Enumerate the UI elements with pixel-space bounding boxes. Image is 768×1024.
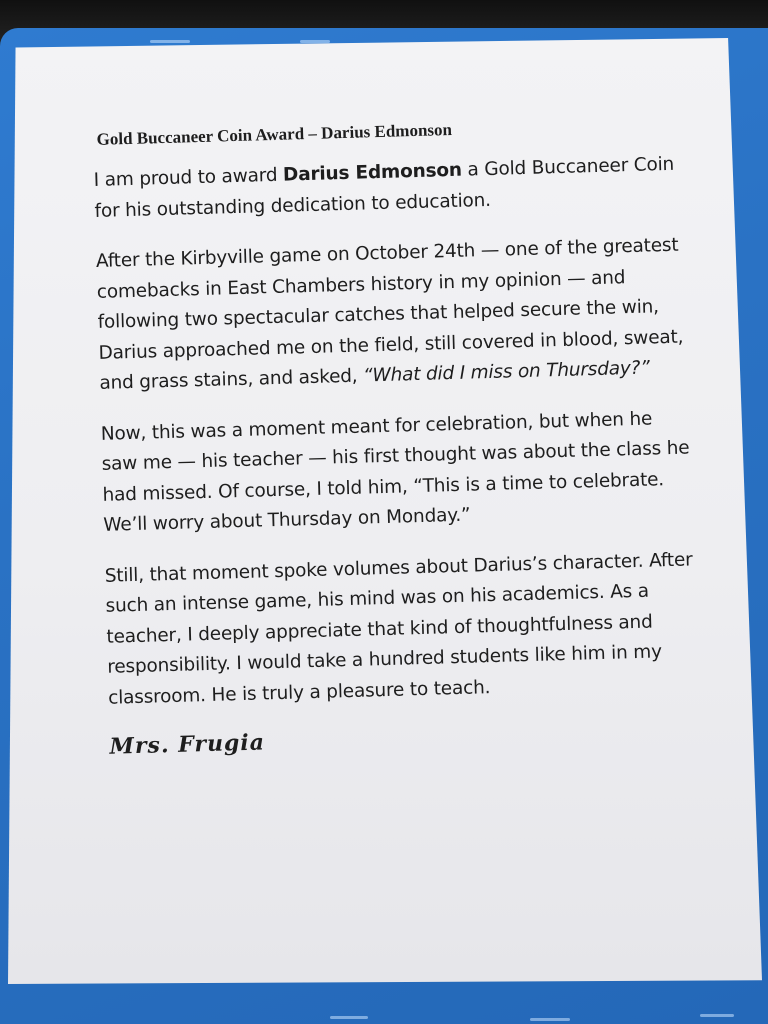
- letter-content: [92, 102, 700, 760]
- paragraph-game-text: After the Kirbyville game on October 24th — one of the greatest comebacks in East Chambers history in my opinion — and following two spectacular catches that helped secure the win, Darius approached me on the field, still covered in blood, sweat, and grass stains, and asked,: [95, 234, 684, 394]
- paragraph-award: [93, 150, 684, 227]
- paragraph-celebration: Now, this was a moment meant for celebration, but when he saw me — his teacher — his first thought was about the class he had missed. Of course, I told him, “This is a time to celebrate. We’ll worry about Thursday on Monday.”: [100, 407, 690, 536]
- award-title: Gold Buccaneer Coin Award – Darius Edmonson: [96, 119, 453, 149]
- teacher-signature: Mrs. Frugia: [109, 729, 266, 760]
- board-mark: [530, 1018, 570, 1021]
- paragraph-game-story: [96, 230, 690, 399]
- student-name: Darius Edmonson: [282, 159, 463, 186]
- paragraph-character: Still, that moment spoke volumes about Darius’s character. After such an intense game, his mind was on his academics. As a teacher, I deeply appreciate that kind of thoughtfulness and responsibility. I would take a hundred students like him in my classroom. He is truly a pleasure to teach.: [104, 548, 693, 709]
- paragraph-award-intro: I am proud to award: [93, 164, 284, 191]
- student-quote: “What did I miss on Thursday?”: [362, 357, 650, 387]
- board-mark: [150, 40, 190, 43]
- paragraph-award-rest: a Gold Buccaneer Coin for his outstanding dedication to education.: [94, 153, 675, 222]
- board-mark: [300, 40, 330, 43]
- board-mark: [700, 1014, 734, 1017]
- board-mark: [330, 1016, 368, 1019]
